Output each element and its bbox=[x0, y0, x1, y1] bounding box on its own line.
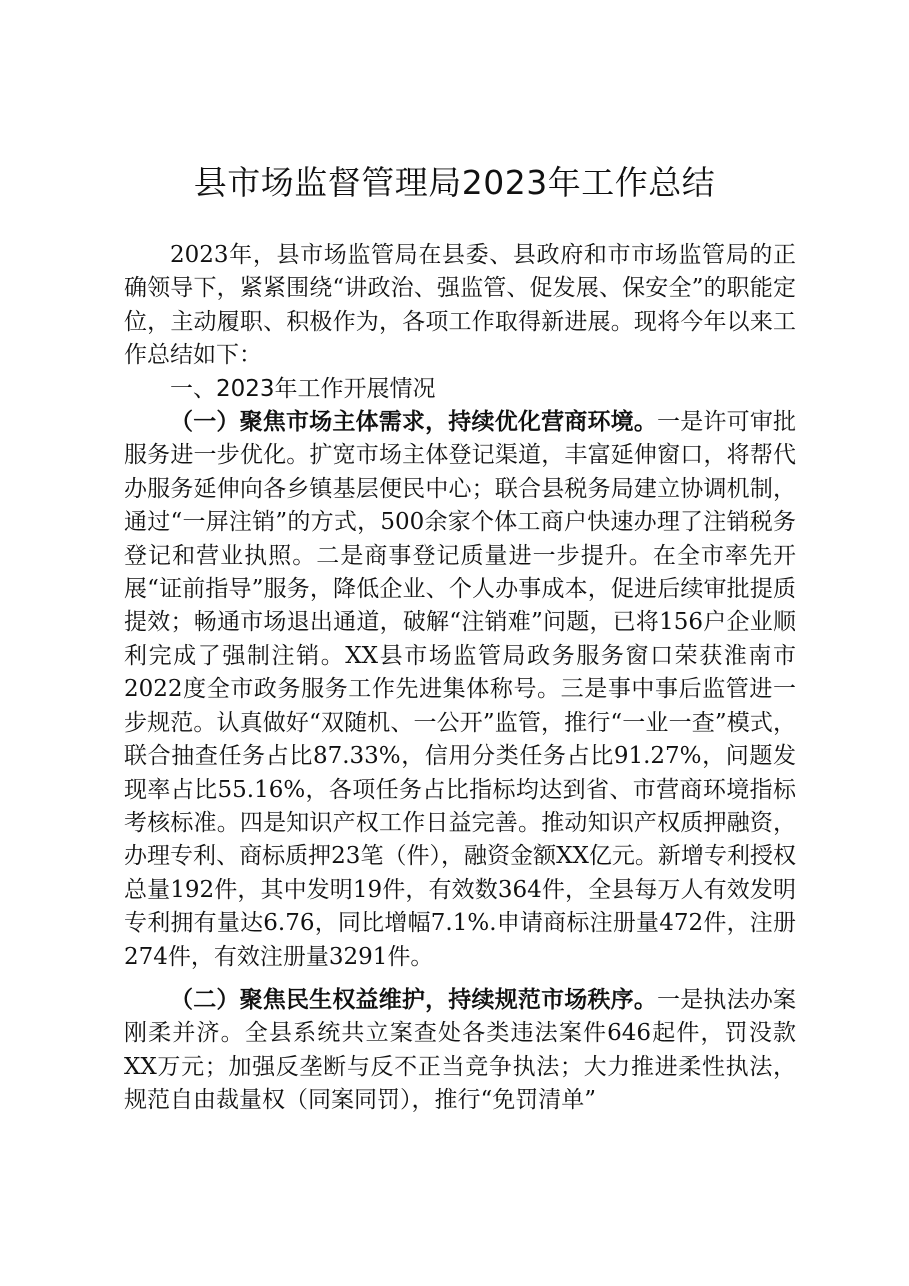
section-heading: 一、2023年工作开展情况 bbox=[170, 375, 436, 402]
section-1-text: 一是许可审批服务进一步优化。扩宽市场主体登记渠道，丰富延伸窗口，将帮代办服务延伸向各乡镇基层便民中心；联合县税务局建立协调机制，通过“一屏注销”的方式，500余家个体工商户快速办理了注销税务登记和营业执照。二是商事登记质量进一步提升。在全市率先开展“证前指导”服务，降低企业、个人办事成本，促进后续审批提质提效；畅通市场退出通道，破解“注销难”问题，已将156户企业顺利完成了强制注销。XX县市场监管局政务服务窗口荣获淮南市2022度全市政务服务工作先进集体称号。三是事中事后监管进一步规范。认真做好“双随机、一公开”监管，推行“一业一查”模式，联合抽查任务占比87.33%，信用分类任务占比91.27%，问题发现率占比55.16%，各项任务占比指标均达到省、市营商环境指标考核标准。四是知识产权工作日益完善。推动知识产权质押融资，办理专利、商标质押23笔（件），融资金额XX亿元。新增专利授权总量192件，其中发明19件，有效数364件，全县每万人有效发明专利拥有量达6.76，同比增幅7.1%.申请商标注册量472件，注册274件，有效注册量3291件。 bbox=[124, 409, 797, 970]
document-title: 县市场监督管理局2023年工作总结 bbox=[193, 163, 716, 202]
section-1-paragraph bbox=[124, 406, 796, 974]
section-2-paragraph bbox=[124, 984, 796, 1118]
section-2-lead: （二）聚焦民生权益维护，持续规范市场秩序。 bbox=[170, 986, 658, 1013]
intro-paragraph: 2023年，县市场监管局在县委、县政府和市市场监管局的正确领导下，紧紧围绕“讲政治、强监管、促发展、保安全”的职能定位，主动履职、积极作为，各项工作取得新进展。现将今年以来工作总结如下： bbox=[124, 242, 796, 369]
section-2-text: 一是执法办案刚柔并济。全县系统共立案查处各类违法案件646起件，罚没款XX万元；加强反垄断与反不正当竞争执法；大力推进柔性执法，规范自由裁量权（同案同罚），推行“免罚清单” bbox=[124, 986, 797, 1114]
section-1-lead: （一）聚焦市场主体需求，持续优化营商环境。 bbox=[170, 409, 658, 436]
document-body bbox=[124, 239, 796, 1118]
